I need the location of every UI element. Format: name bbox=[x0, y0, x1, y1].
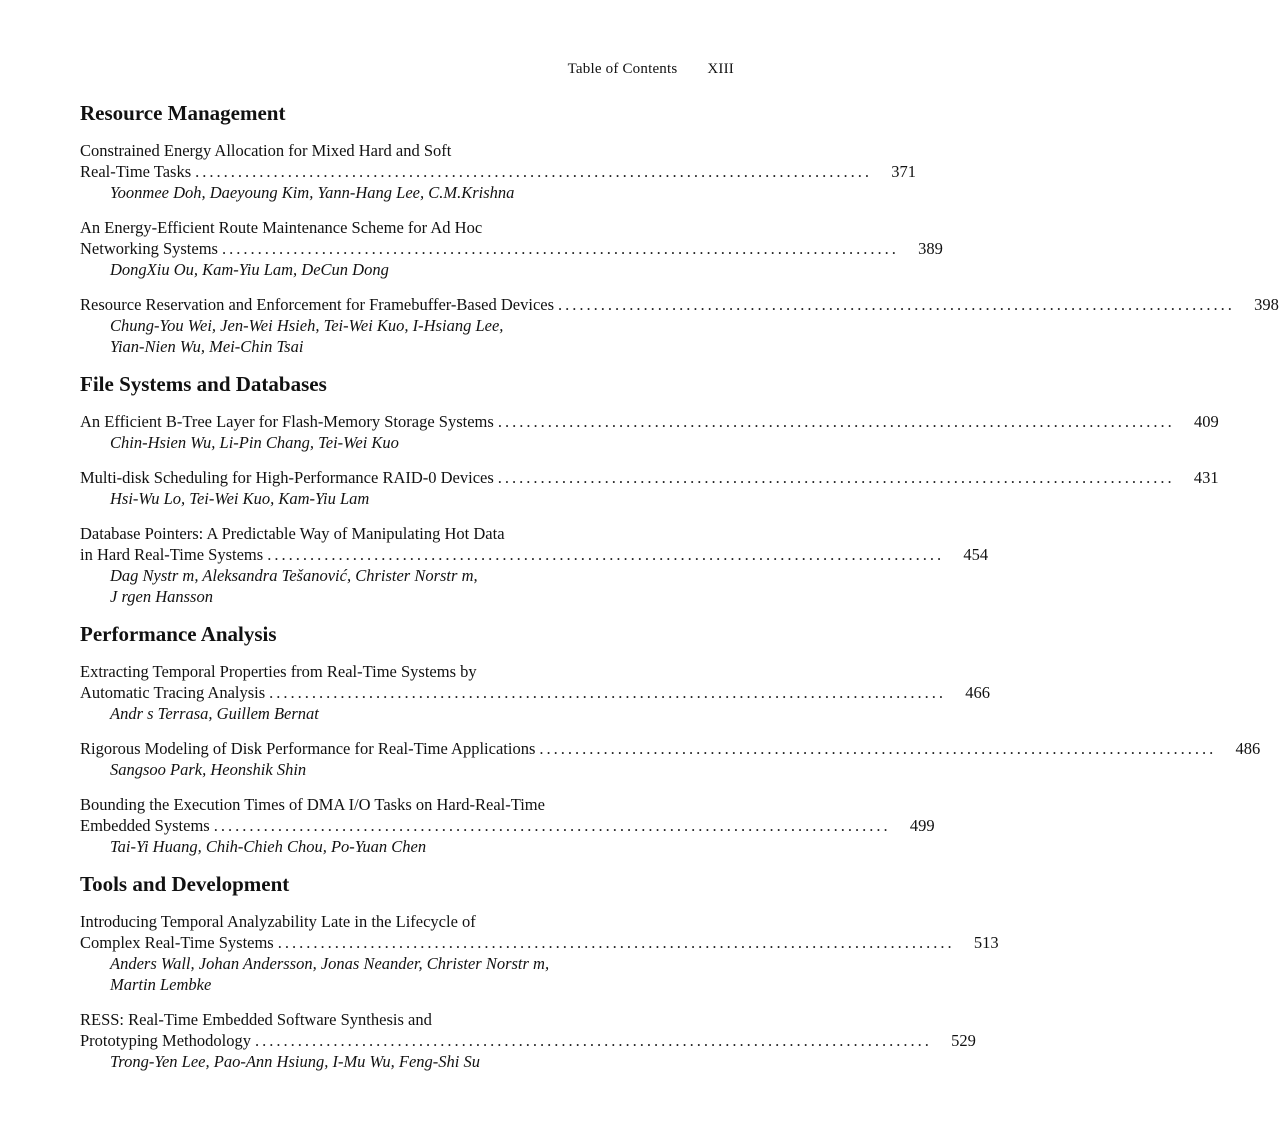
toc-section bbox=[80, 621, 1261, 857]
toc-entry bbox=[80, 467, 1219, 509]
entry-title: Complex Real-Time Systems bbox=[80, 933, 274, 952]
toc-entry bbox=[80, 794, 935, 857]
entry-title: Networking Systems bbox=[80, 239, 218, 258]
entry-authors: Yoonmee Doh, Daeyoung Kim, Yann-Hang Lee, C.M.Krishna bbox=[110, 183, 515, 202]
entry-authors: Anders Wall, Johan Andersson, Jonas Neander, Christer Norstr m, bbox=[110, 954, 550, 973]
section-title: File Systems and Databases bbox=[80, 372, 327, 396]
table-of-contents bbox=[80, 100, 1279, 1086]
entry-page-number: 398 bbox=[1254, 295, 1279, 314]
entry-page-number: 513 bbox=[973, 933, 999, 952]
entry-title: Extracting Temporal Properties from Real-Time Systems by bbox=[80, 662, 477, 681]
dot-leader: ............................................................................................... bbox=[195, 162, 873, 181]
entry-title-line bbox=[80, 794, 735, 815]
dot-leader: ............................................................................................... bbox=[497, 468, 1175, 487]
toc-entry bbox=[80, 411, 1219, 453]
entry-authors: Martin Lembke bbox=[110, 975, 212, 994]
dot-leader: ............................................................................................... bbox=[558, 295, 1235, 314]
toc-entry bbox=[80, 1009, 976, 1072]
toc-entry bbox=[80, 294, 1279, 357]
entry-title-line bbox=[80, 294, 1279, 315]
entry-title: Database Pointers: A Predictable Way of Manipulating Hot Data bbox=[80, 524, 505, 543]
entry-title: Multi-disk Scheduling for High-Performance RAID-0 Devices bbox=[80, 468, 494, 487]
toc-entry bbox=[80, 140, 917, 203]
entry-title-line bbox=[80, 544, 989, 565]
entry-title: in Hard Real-Time Systems bbox=[80, 545, 264, 564]
entry-title: Constrained Energy Allocation for Mixed Hard and Soft bbox=[80, 141, 452, 160]
entry-authors: Chin-Hsien Wu, Li-Pin Chang, Tei-Wei Kuo bbox=[110, 433, 399, 452]
entry-page-number: 389 bbox=[918, 239, 943, 258]
entry-authors: Andr s Terrasa, Guillem Bernat bbox=[110, 704, 319, 723]
entry-authors: DongXiu Ou, Kam-Yiu Lam, DeCun Dong bbox=[110, 260, 389, 279]
dot-leader: ............................................................................................... bbox=[277, 933, 955, 952]
entry-title: Prototyping Methodology bbox=[80, 1031, 251, 1050]
dot-leader: ............................................................................................... bbox=[213, 816, 891, 835]
entry-title-line bbox=[80, 140, 735, 161]
entry-title-line bbox=[80, 523, 735, 544]
dot-leader: ............................................................................................... bbox=[269, 683, 947, 702]
entry-page-number: 431 bbox=[1193, 468, 1219, 487]
entry-title: Bounding the Execution Times of DMA I/O Tasks on Hard-Real-Time bbox=[80, 795, 545, 814]
section-title: Performance Analysis bbox=[80, 622, 277, 646]
header-page-number: XIII bbox=[707, 61, 734, 77]
entry-page-number: 466 bbox=[965, 683, 991, 702]
entry-title-line bbox=[80, 217, 735, 238]
entry-title: An Efficient B-Tree Layer for Flash-Memory Storage Systems bbox=[80, 412, 494, 431]
dot-leader: ............................................................................................... bbox=[497, 412, 1175, 431]
header-title: Table of Contents bbox=[567, 61, 678, 77]
entry-authors: J rgen Hansson bbox=[110, 587, 213, 606]
dot-leader: ............................................................................................... bbox=[539, 739, 1217, 758]
entry-title-line bbox=[80, 682, 991, 703]
toc-entry bbox=[80, 523, 989, 607]
entry-title: Rigorous Modeling of Disk Performance for Real-Time Applications bbox=[80, 739, 536, 758]
entry-page-number: 409 bbox=[1193, 412, 1219, 431]
entry-page-number: 454 bbox=[963, 545, 989, 564]
entry-title-line bbox=[80, 1009, 735, 1030]
toc-section bbox=[80, 871, 999, 1072]
entry-title-line bbox=[80, 161, 917, 182]
entry-title-line bbox=[80, 661, 735, 682]
entry-authors: Yian-Nien Wu, Mei-Chin Tsai bbox=[110, 337, 304, 356]
entry-page-number: 529 bbox=[951, 1031, 976, 1050]
entry-authors: Chung-You Wei, Jen-Wei Hsieh, Tei-Wei Kuo, I-Hsiang Lee, bbox=[110, 316, 504, 335]
entry-page-number: 499 bbox=[909, 816, 935, 835]
entry-title-line bbox=[80, 738, 1261, 759]
entry-authors: Dag Nystr m, Aleksandra Tešanović, Christer Norstr m, bbox=[110, 566, 478, 585]
entry-authors: Tai-Yi Huang, Chih-Chieh Chou, Po-Yuan Chen bbox=[110, 837, 427, 856]
section-title: Resource Management bbox=[80, 101, 286, 125]
entry-title: Automatic Tracing Analysis bbox=[80, 683, 266, 702]
entry-authors: Trong-Yen Lee, Pao-Ann Hsiung, I-Mu Wu, Feng-Shi Su bbox=[110, 1052, 481, 1071]
entry-title: Real-Time Tasks bbox=[80, 162, 192, 181]
entry-title: RESS: Real-Time Embedded Software Synthesis and bbox=[80, 1010, 432, 1029]
toc-section bbox=[80, 371, 1219, 607]
entry-title-line bbox=[80, 411, 1219, 432]
entry-authors: Hsi-Wu Lo, Tei-Wei Kuo, Kam-Yiu Lam bbox=[110, 489, 370, 508]
entry-title-line bbox=[80, 1030, 976, 1051]
entry-page-number: 371 bbox=[891, 162, 917, 181]
section-title: Tools and Development bbox=[80, 872, 290, 896]
entry-title-line bbox=[80, 911, 735, 932]
entry-title: Resource Reservation and Enforcement for Framebuffer-Based Devices bbox=[80, 295, 555, 314]
entry-title-line bbox=[80, 467, 1219, 488]
entry-title: An Energy-Efficient Route Maintenance Scheme for Ad Hoc bbox=[80, 218, 483, 237]
entry-title-line bbox=[80, 932, 999, 953]
dot-leader: ............................................................................................... bbox=[267, 545, 945, 564]
dot-leader: ............................................................................................... bbox=[254, 1031, 932, 1050]
toc-section bbox=[80, 100, 1279, 357]
entry-authors: Sangsoo Park, Heonshik Shin bbox=[110, 760, 307, 779]
toc-entry bbox=[80, 661, 991, 724]
toc-entry bbox=[80, 911, 999, 995]
entry-page-number: 486 bbox=[1235, 739, 1261, 758]
entry-title-line bbox=[80, 815, 935, 836]
toc-entry bbox=[80, 738, 1261, 780]
running-header bbox=[568, 61, 734, 78]
toc-entry bbox=[80, 217, 943, 280]
entry-title: Embedded Systems bbox=[80, 816, 210, 835]
dot-leader: ............................................................................................... bbox=[221, 239, 899, 258]
entry-title: Introducing Temporal Analyzability Late in the Lifecycle of bbox=[80, 912, 476, 931]
entry-title-line bbox=[80, 238, 943, 259]
